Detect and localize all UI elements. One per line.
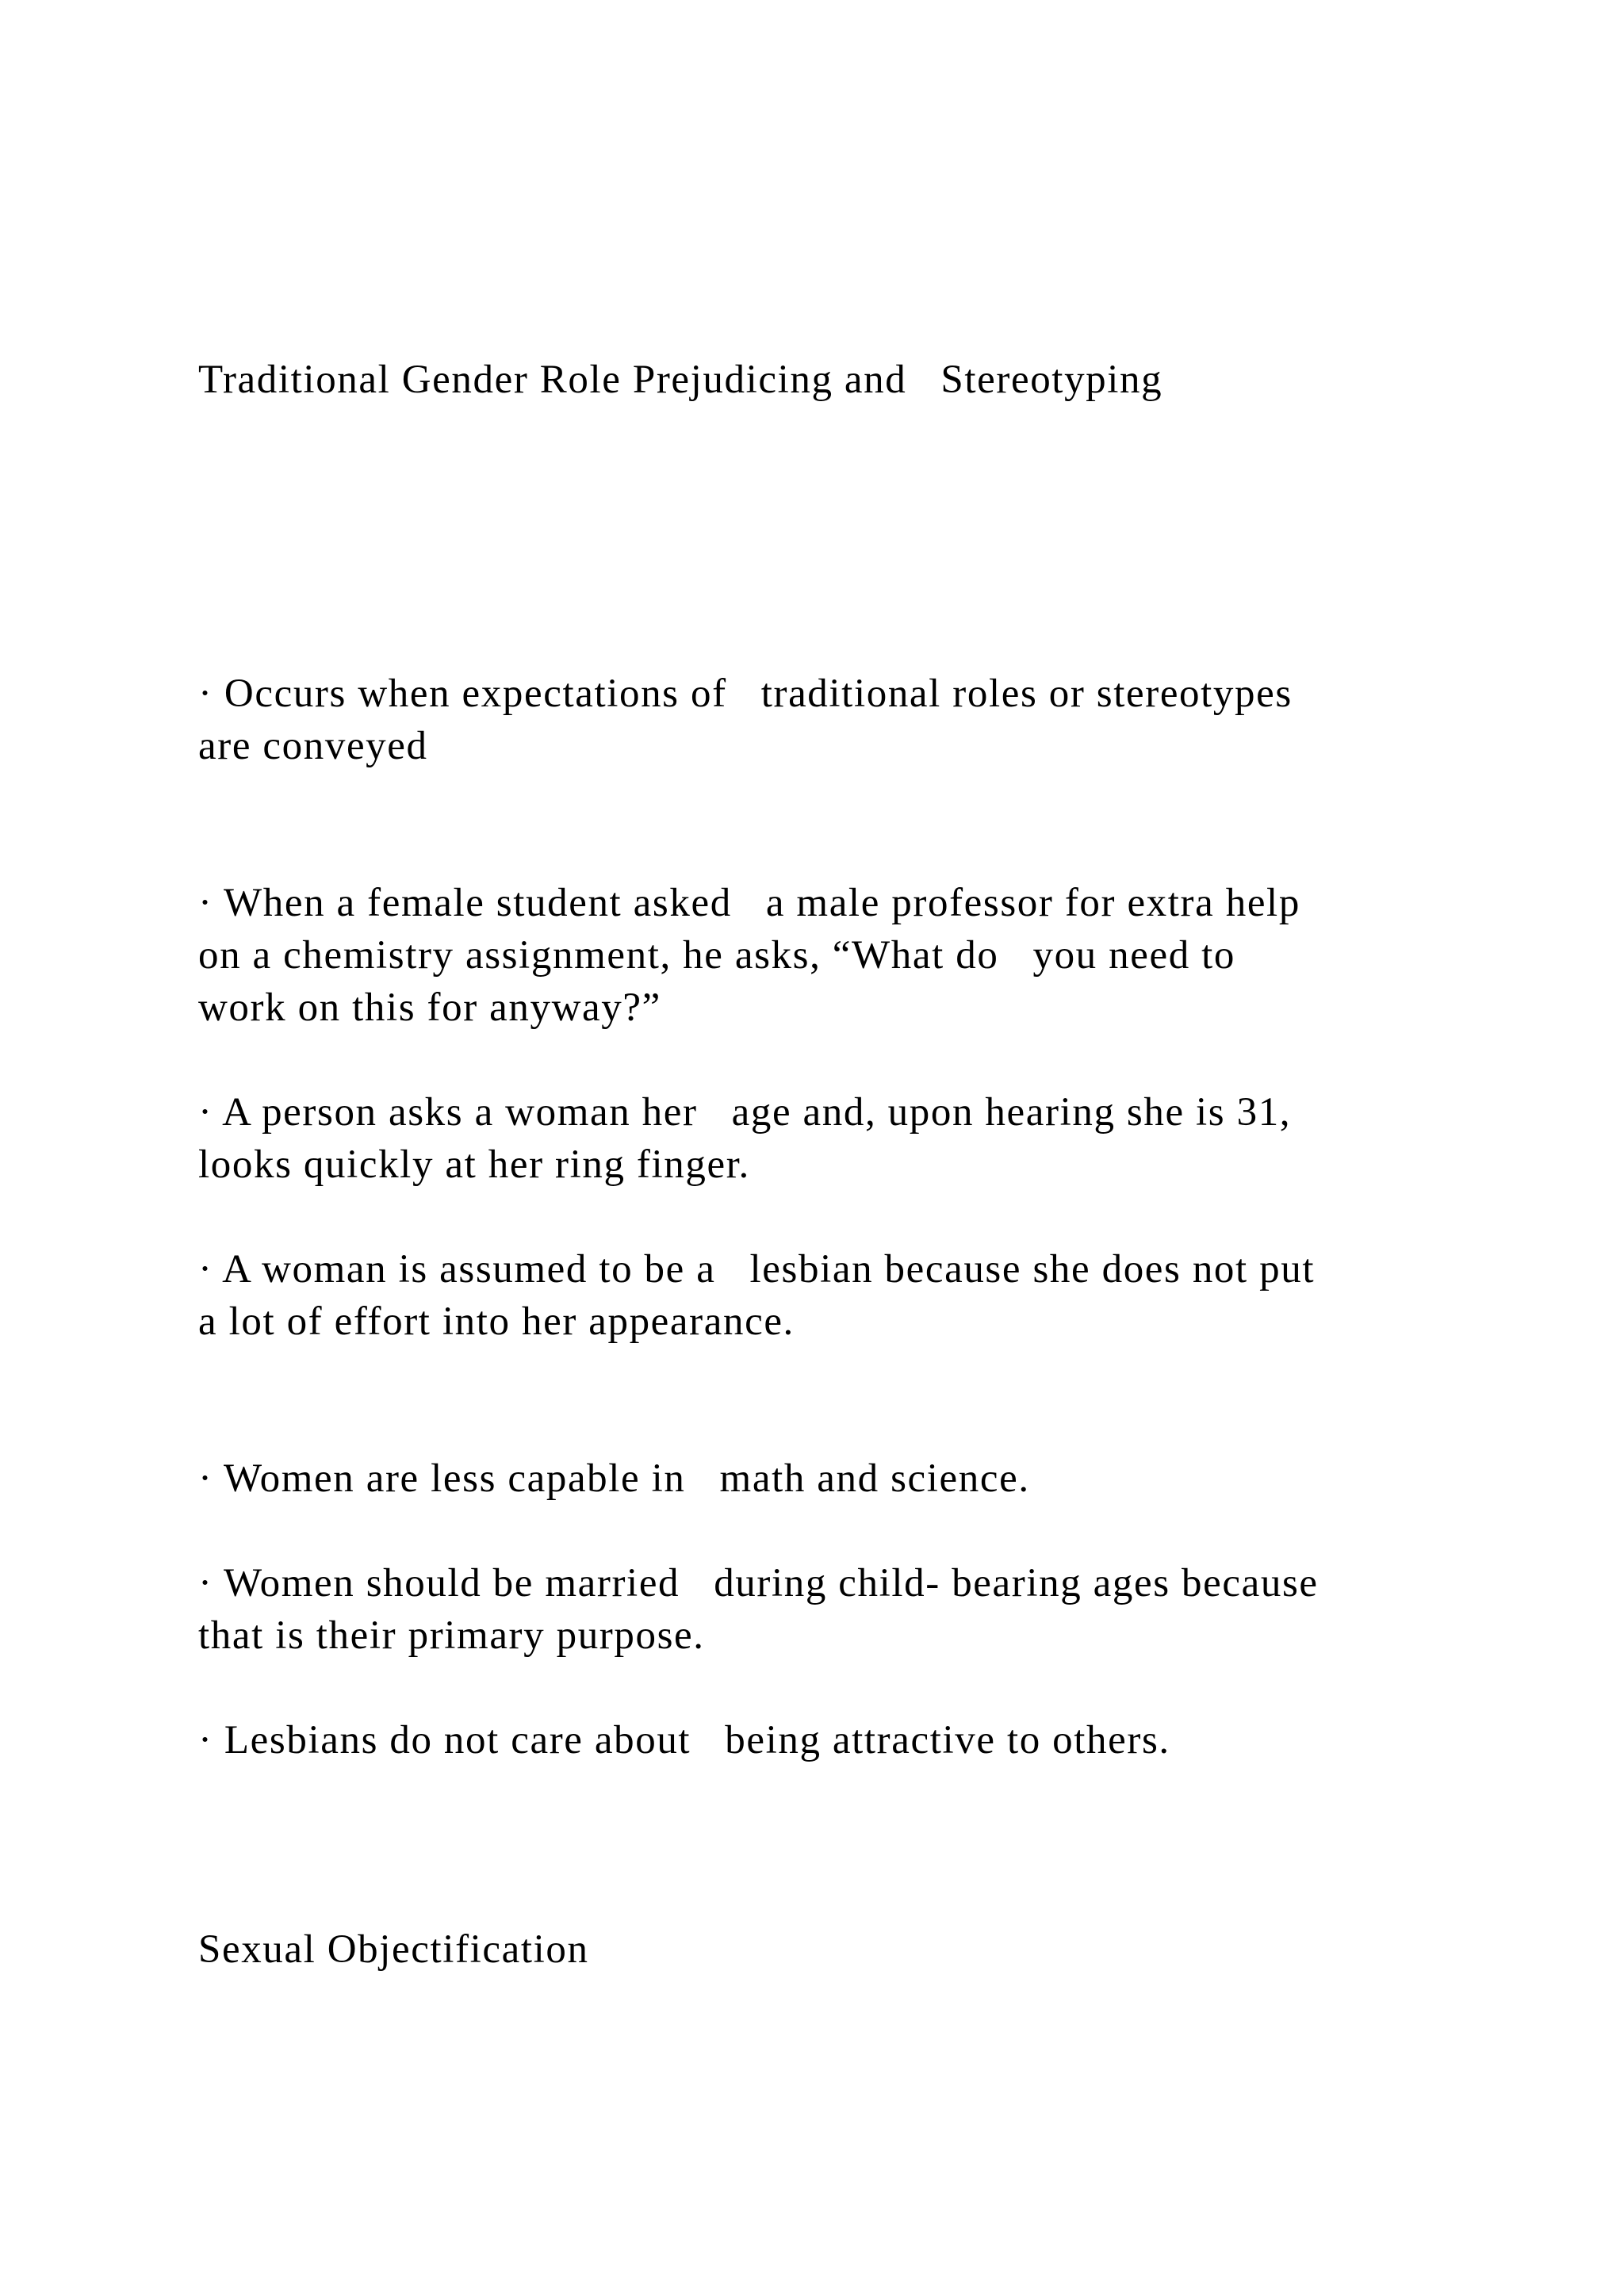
bullet-line: are conveyed bbox=[198, 724, 428, 768]
bullet-line: · Women should be married during child- bearing ages because bbox=[198, 1561, 1319, 1605]
bullet-line: that is their primary purpose. bbox=[198, 1613, 705, 1658]
section-heading-sexual-objectification bbox=[198, 1923, 1467, 1976]
bullet-occurs-when bbox=[198, 668, 1467, 772]
heading-text: Traditional Gender Role Prejudicing and Stereotyping bbox=[198, 358, 1163, 402]
bullet-appearance bbox=[198, 1243, 1467, 1348]
bullet-line: work on this for anyway?” bbox=[198, 985, 661, 1030]
bullet-line: on a chemistry assignment, he asks, “What do you need to bbox=[198, 933, 1236, 978]
bullet-line: · A woman is assumed to be a lesbian because she does not put bbox=[198, 1247, 1316, 1292]
bullet-female-student bbox=[198, 877, 1467, 1034]
bullet-lesbians bbox=[198, 1714, 1467, 1766]
section-heading-traditional-gender-role bbox=[198, 354, 1467, 406]
bullet-line: · Women are less capable in math and science. bbox=[198, 1456, 1030, 1501]
bullet-line: a lot of effort into her appearance. bbox=[198, 1299, 795, 1344]
bullet-math-science bbox=[198, 1452, 1467, 1505]
bullet-line: · A person asks a woman her age and, upon hearing she is 31, bbox=[198, 1090, 1292, 1135]
bullet-ring-finger bbox=[198, 1086, 1467, 1191]
bullet-line: · Occurs when expectations of traditional roles or stereotypes bbox=[198, 672, 1293, 716]
bullet-line: · When a female student asked a male professor for extra help bbox=[198, 881, 1300, 925]
bullet-line: · Lesbians do not care about being attractive to others. bbox=[198, 1718, 1170, 1762]
heading-text: Sexual Objectification bbox=[198, 1927, 589, 1972]
bullet-married bbox=[198, 1557, 1467, 1662]
bullet-line: looks quickly at her ring finger. bbox=[198, 1142, 750, 1187]
